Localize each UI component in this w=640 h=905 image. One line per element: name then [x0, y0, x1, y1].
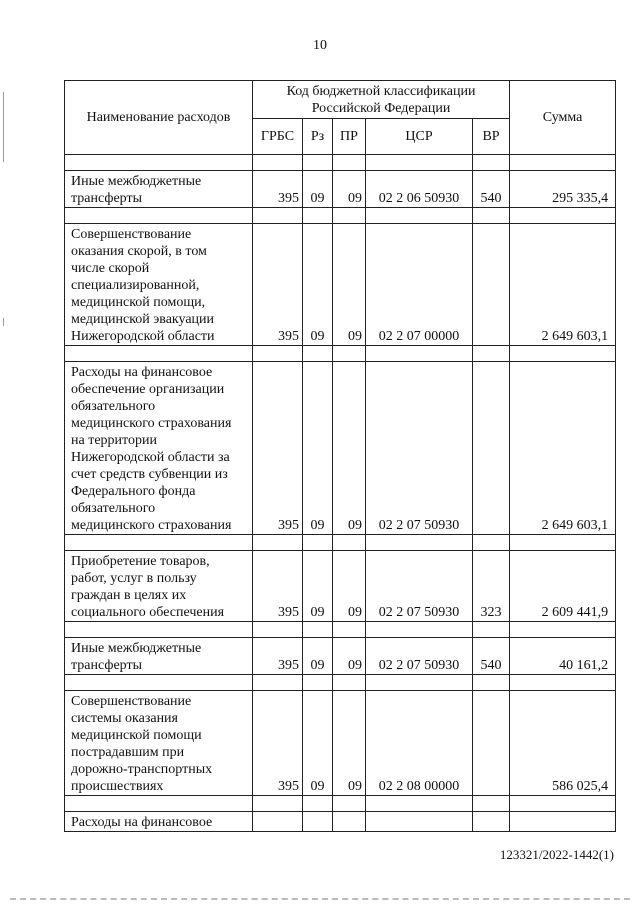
spacer-cell: [473, 622, 510, 638]
header-rz: Рз: [303, 119, 333, 155]
spacer-row: [65, 346, 616, 362]
header-grbs: ГРБС: [253, 119, 303, 155]
scan-margin-mark: [3, 318, 4, 326]
row-name-line: Совершенствование: [71, 227, 192, 242]
row-vr: [473, 224, 510, 346]
table-row: [65, 638, 616, 675]
row-grbs: 395: [253, 224, 303, 346]
spacer-cell: [65, 675, 253, 691]
row-name-line: на территории: [71, 433, 157, 448]
row-pr: 09: [333, 171, 366, 208]
empty-cell: [473, 812, 510, 832]
spacer-row: [65, 208, 616, 224]
row-vr: 323: [473, 551, 510, 622]
spacer-cell: [366, 346, 473, 362]
table-row: [65, 224, 616, 346]
row-name: [65, 362, 253, 535]
row-name-line: Иные межбюджетные: [71, 174, 202, 189]
scan-margin-mark: [3, 92, 4, 162]
row-sum: 2 609 441,9: [510, 551, 616, 622]
row-grbs: 395: [253, 638, 303, 675]
empty-cell: [366, 812, 473, 832]
spacer-cell: [510, 346, 616, 362]
header-name: Наименование расходов: [65, 81, 253, 155]
scan-edge-artifact: [10, 898, 630, 900]
row-rz: 09: [303, 691, 333, 796]
row-pr: 09: [333, 551, 366, 622]
budget-table: [64, 80, 616, 832]
row-name-line: Расходы на финансовое: [71, 815, 213, 830]
row-name-line: оказания скорой, в том: [71, 244, 207, 259]
spacer-cell: [303, 346, 333, 362]
spacer-cell: [473, 346, 510, 362]
spacer-cell: [303, 675, 333, 691]
table-row-partial: [65, 812, 616, 832]
row-rz: 09: [303, 551, 333, 622]
empty-cell: [303, 812, 333, 832]
row-name-line: Нижегородской области за: [71, 450, 230, 465]
spacer-cell: [333, 796, 366, 812]
document-id: 123321/2022-1442(1): [499, 847, 614, 862]
row-name-line: трансферты: [71, 658, 143, 673]
row-name-line: Иные межбюджетные: [71, 641, 202, 656]
row-name-line: дорожно-транспортных: [71, 762, 213, 777]
row-pr: 09: [333, 638, 366, 675]
spacer-cell: [253, 622, 303, 638]
spacer-cell: [253, 346, 303, 362]
spacer-cell: [473, 208, 510, 224]
spacer-cell: [333, 622, 366, 638]
header-row: [65, 81, 616, 119]
spacer-cell: [303, 535, 333, 551]
spacer-cell: [473, 535, 510, 551]
row-pr: 09: [333, 362, 366, 535]
row-vr: [473, 691, 510, 796]
spacer-cell: [65, 208, 253, 224]
spacer-cell: [65, 346, 253, 362]
spacer-cell: [473, 155, 510, 171]
spacer-cell: [510, 535, 616, 551]
row-name-line: системы оказания: [71, 711, 178, 726]
spacer-cell: [65, 535, 253, 551]
row-name-line: Федерального фонда: [71, 484, 196, 499]
spacer-cell: [303, 796, 333, 812]
row-sum: 586 025,4: [510, 691, 616, 796]
spacer-row: [65, 796, 616, 812]
row-name-line: пострадавшим при: [71, 745, 185, 760]
row-name-line: специализированной,: [71, 278, 200, 293]
row-name-line: обязательного: [71, 399, 156, 414]
row-sum: 40 161,2: [510, 638, 616, 675]
spacer-cell: [253, 155, 303, 171]
row-csr: 02 2 07 50930: [366, 362, 473, 535]
spacer-cell: [253, 208, 303, 224]
row-vr: [473, 362, 510, 535]
row-name-line: работ, услуг в пользу: [71, 571, 197, 586]
spacer-cell: [510, 796, 616, 812]
row-sum: 2 649 603,1: [510, 362, 616, 535]
header-vr: ВР: [473, 119, 510, 155]
spacer-cell: [333, 675, 366, 691]
spacer-cell: [253, 535, 303, 551]
spacer-cell: [303, 622, 333, 638]
row-name-line: счет средств субвенции из: [71, 467, 228, 482]
row-vr: 540: [473, 171, 510, 208]
table-body: [65, 81, 616, 832]
spacer-cell: [366, 796, 473, 812]
spacer-row: [65, 155, 616, 171]
row-name-line: граждан в целях их: [71, 588, 187, 603]
row-name-line: происшествиях: [71, 779, 164, 794]
row-name: [65, 638, 253, 675]
row-rz: 09: [303, 638, 333, 675]
row-sum: 295 335,4: [510, 171, 616, 208]
header-pr: ПР: [333, 119, 366, 155]
row-name-line: Нижегородской области: [71, 329, 215, 344]
spacer-cell: [303, 155, 333, 171]
row-name-line: медицинской помощи,: [71, 295, 206, 310]
row-name-line: медицинского страхования: [71, 416, 232, 431]
table-row: [65, 171, 616, 208]
row-name-line: Приобретение товаров,: [71, 554, 210, 569]
empty-cell: [333, 812, 366, 832]
header-sum: Сумма: [510, 81, 616, 155]
row-csr: 02 2 06 50930: [366, 171, 473, 208]
row-pr: 09: [333, 224, 366, 346]
row-name-line: медицинского страхования: [71, 518, 232, 533]
row-name-line: обязательного: [71, 501, 156, 516]
spacer-cell: [366, 155, 473, 171]
row-grbs: 395: [253, 691, 303, 796]
table-row: [65, 551, 616, 622]
row-name-line: трансферты: [71, 191, 143, 206]
row-grbs: 395: [253, 171, 303, 208]
row-rz: 09: [303, 224, 333, 346]
spacer-cell: [65, 622, 253, 638]
row-name-line: числе скорой: [71, 261, 150, 276]
row-rz: 09: [303, 362, 333, 535]
row-name: [65, 224, 253, 346]
empty-cell: [510, 812, 616, 832]
spacer-cell: [333, 535, 366, 551]
spacer-cell: [510, 675, 616, 691]
row-pr: 09: [333, 691, 366, 796]
header-code-group: Код бюджетной классификации Российской Федерации: [253, 81, 510, 119]
row-name: [65, 171, 253, 208]
header-csr: ЦСР: [366, 119, 473, 155]
spacer-cell: [253, 675, 303, 691]
table-row: [65, 362, 616, 535]
row-name-line: Расходы на финансовое: [71, 365, 213, 380]
table-row: [65, 691, 616, 796]
spacer-cell: [65, 155, 253, 171]
row-name-line: Совершенствование: [71, 694, 192, 709]
row-name: [65, 812, 253, 832]
spacer-cell: [303, 208, 333, 224]
spacer-cell: [333, 346, 366, 362]
spacer-row: [65, 622, 616, 638]
row-csr: 02 2 07 50930: [366, 551, 473, 622]
spacer-cell: [366, 622, 473, 638]
spacer-cell: [333, 155, 366, 171]
spacer-cell: [473, 796, 510, 812]
row-name-line: социального обеспечения: [71, 605, 225, 620]
spacer-cell: [65, 796, 253, 812]
spacer-cell: [510, 622, 616, 638]
spacer-row: [65, 675, 616, 691]
empty-cell: [253, 812, 303, 832]
row-name-line: обеспечение организации: [71, 382, 225, 397]
row-vr: 540: [473, 638, 510, 675]
row-name-line: медицинской помощи: [71, 728, 202, 743]
row-rz: 09: [303, 171, 333, 208]
spacer-cell: [253, 796, 303, 812]
page-number: 10: [313, 38, 327, 53]
spacer-cell: [366, 535, 473, 551]
spacer-cell: [510, 208, 616, 224]
spacer-row: [65, 535, 616, 551]
spacer-cell: [366, 208, 473, 224]
row-csr: 02 2 07 50930: [366, 638, 473, 675]
row-sum: 2 649 603,1: [510, 224, 616, 346]
spacer-cell: [366, 675, 473, 691]
row-name: [65, 551, 253, 622]
row-grbs: 395: [253, 551, 303, 622]
row-name-line: медицинской эвакуации: [71, 312, 215, 327]
row-grbs: 395: [253, 362, 303, 535]
row-csr: 02 2 07 00000: [366, 224, 473, 346]
spacer-cell: [510, 155, 616, 171]
spacer-cell: [473, 675, 510, 691]
row-csr: 02 2 08 00000: [366, 691, 473, 796]
spacer-cell: [333, 208, 366, 224]
row-name: [65, 691, 253, 796]
